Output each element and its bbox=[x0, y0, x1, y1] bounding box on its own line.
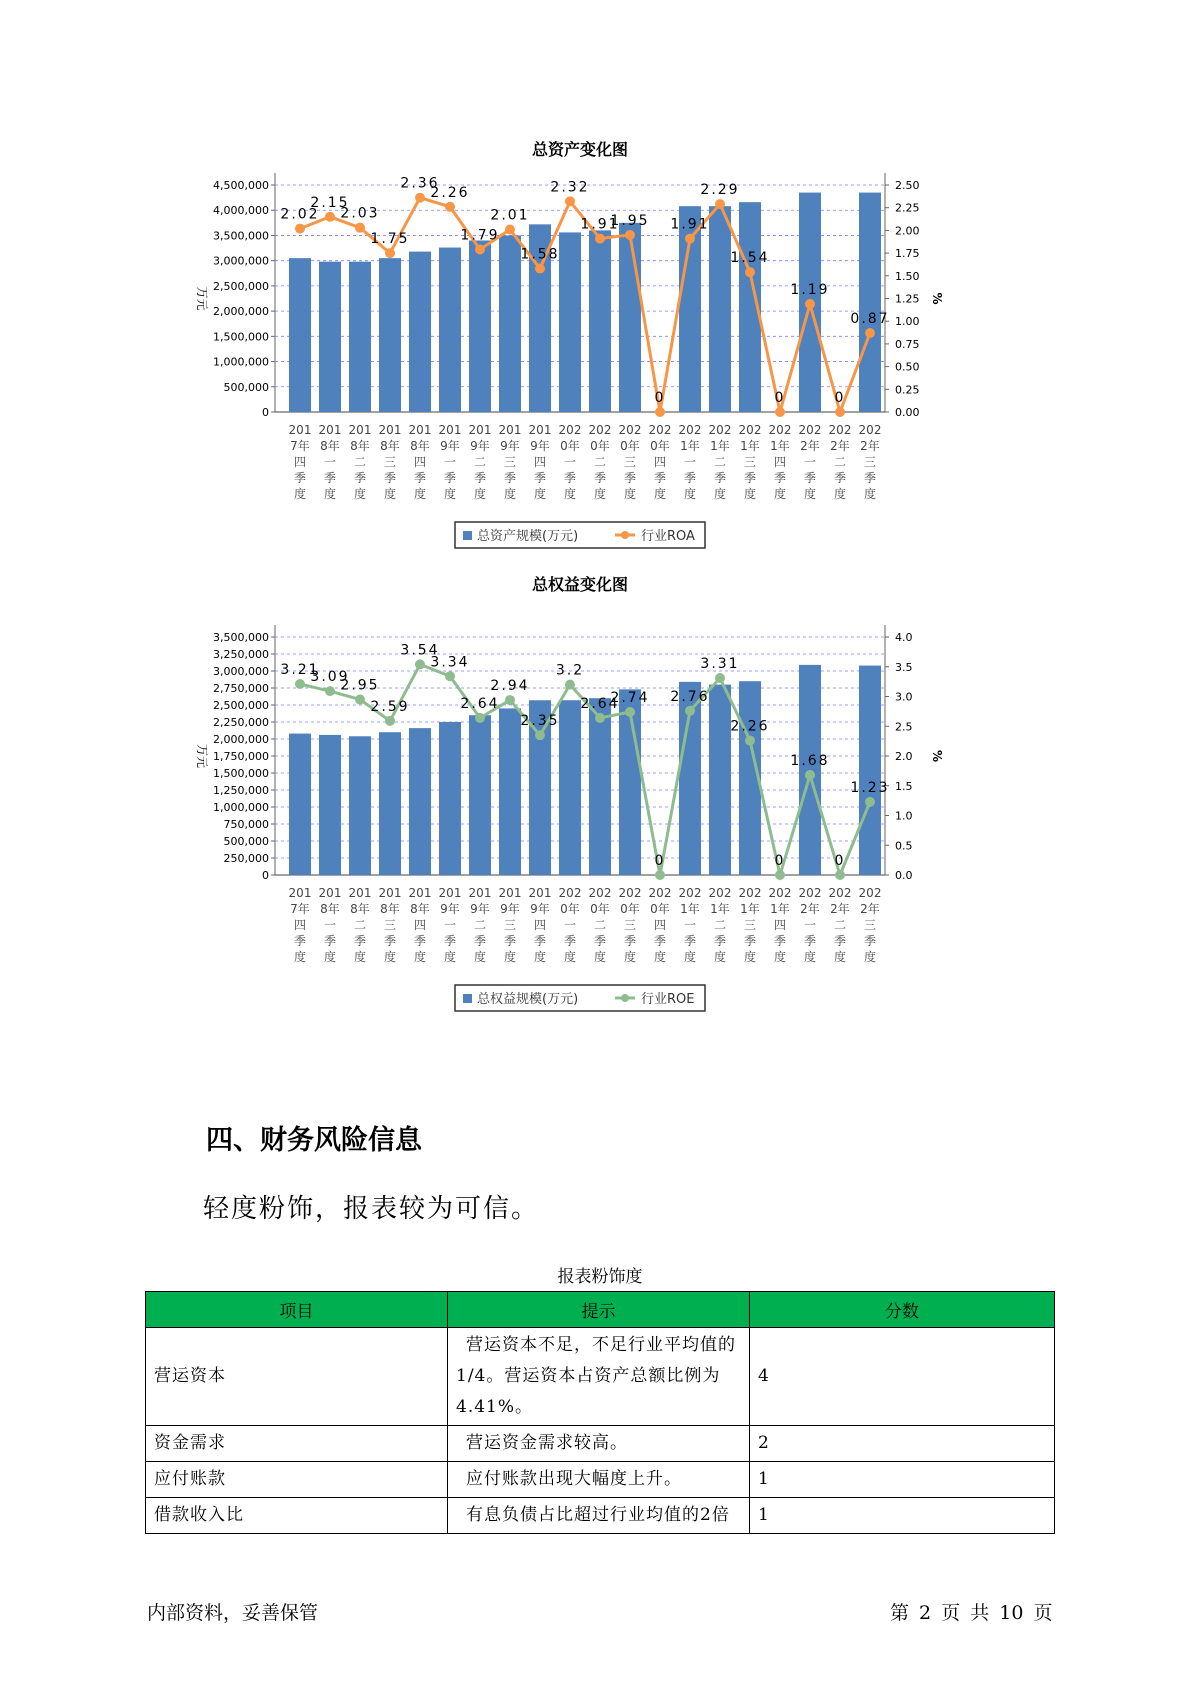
row-item: 营运资本 bbox=[146, 1328, 448, 1426]
data-label: 1.68 bbox=[790, 753, 830, 770]
data-label: 1.58 bbox=[520, 246, 560, 263]
y2-tick-label: 4.0 bbox=[895, 631, 913, 644]
y-tick-label: 2,750,000 bbox=[213, 682, 269, 695]
y-tick-label: 1,750,000 bbox=[213, 750, 269, 763]
y2-tick-label: 2.50 bbox=[895, 179, 920, 192]
data-label: 2.03 bbox=[340, 205, 380, 222]
x-tick-label: 201 8年二季度 bbox=[348, 886, 372, 964]
total-assets-chart bbox=[180, 135, 970, 595]
bar bbox=[379, 258, 401, 412]
line-point bbox=[805, 770, 815, 780]
line-point bbox=[595, 234, 605, 244]
x-tick-label: 201 8年三季度 bbox=[378, 886, 402, 964]
data-label: 1.23 bbox=[850, 779, 890, 796]
x-tick-label: 202 1年二季度 bbox=[708, 886, 732, 964]
bar bbox=[349, 262, 371, 412]
y2-tick-label: 0.25 bbox=[895, 383, 920, 397]
x-tick-label: 201 7年四季度 bbox=[288, 423, 312, 501]
data-label: 3.2 bbox=[555, 662, 585, 679]
bar bbox=[289, 258, 311, 412]
x-tick-label: 202 1年三季度 bbox=[738, 886, 762, 964]
data-label: 2.26 bbox=[730, 718, 770, 735]
y-tick-label: 2,000,000 bbox=[213, 305, 269, 319]
data-label: 2.64 bbox=[580, 695, 620, 712]
data-label: 2.26 bbox=[430, 184, 470, 201]
bar bbox=[859, 666, 881, 875]
x-tick-label: 202 1年一季度 bbox=[678, 423, 702, 501]
x-tick-label: 201 9年一季度 bbox=[438, 423, 462, 501]
x-tick-label: 202 1年三季度 bbox=[738, 423, 762, 501]
legend-line-swatch bbox=[621, 531, 629, 539]
x-tick-label: 201 9年二季度 bbox=[468, 423, 492, 501]
bar bbox=[379, 732, 401, 875]
line-point bbox=[865, 328, 875, 338]
x-tick-label: 202 2年一季度 bbox=[798, 423, 822, 501]
legend-label: 总权益规模(万元) bbox=[477, 992, 579, 1007]
x-tick-label: 201 8年二季度 bbox=[348, 423, 372, 501]
y-tick-label: 1,000,000 bbox=[213, 801, 269, 814]
bar bbox=[469, 715, 491, 875]
data-label: 2.15 bbox=[310, 194, 350, 211]
header-item: 项目 bbox=[146, 1292, 448, 1328]
x-tick-label: 202 2年二季度 bbox=[828, 423, 852, 501]
line-point bbox=[685, 706, 695, 716]
x-tick-label: 201 9年二季度 bbox=[468, 886, 492, 964]
y2-tick-label: 0.50 bbox=[895, 360, 920, 374]
data-label: 2.95 bbox=[340, 677, 380, 694]
y2-tick-label: 2.00 bbox=[895, 224, 920, 238]
table-row bbox=[146, 1462, 1055, 1498]
section-heading: 四、财务风险信息 bbox=[206, 1125, 422, 1156]
x-tick-label: 201 8年一季度 bbox=[318, 423, 342, 501]
y-tick-label: 1,500,000 bbox=[213, 330, 269, 344]
y2-tick-label: 2.0 bbox=[895, 750, 913, 763]
data-label: 0 bbox=[774, 853, 786, 869]
x-tick-label: 202 2年三季度 bbox=[858, 423, 882, 501]
row-score: 1 bbox=[750, 1462, 1055, 1498]
y2-tick-label: 1.0 bbox=[895, 809, 913, 823]
y2-tick-label: 3.0 bbox=[895, 690, 913, 704]
x-tick-label: 202 1年一季度 bbox=[678, 886, 702, 964]
y2-tick-label: 0.5 bbox=[895, 839, 913, 853]
line-point bbox=[445, 671, 455, 681]
y2-tick-label: 0.0 bbox=[895, 869, 913, 882]
data-label: 2.74 bbox=[610, 689, 650, 706]
y2-tick-label: 1.50 bbox=[895, 269, 920, 283]
y-axis-label: 万元 bbox=[195, 286, 209, 311]
table-row bbox=[146, 1328, 1055, 1426]
row-hint: 营运资金需求较高。 bbox=[448, 1426, 750, 1462]
y-tick-label: 2,250,000 bbox=[213, 716, 269, 729]
legend-label: 行业ROA bbox=[641, 529, 695, 544]
bar bbox=[439, 722, 461, 875]
x-tick-label: 202 1年四季度 bbox=[768, 886, 792, 964]
row-hint: 营运资本不足，不足行业平均值的1/4。营运资本占资产总额比例为4.41%。 bbox=[448, 1328, 750, 1426]
data-label: 2.01 bbox=[490, 207, 530, 224]
data-label: 2.32 bbox=[550, 179, 590, 196]
x-tick-label: 202 0年一季度 bbox=[558, 423, 582, 501]
bar bbox=[409, 728, 431, 875]
y-tick-label: 3,500,000 bbox=[213, 631, 269, 644]
footer-page-number: 第 2 页 共 10 页 bbox=[890, 1602, 1053, 1624]
footer-confidential: 内部资料，妥善保管 bbox=[147, 1602, 319, 1624]
x-tick-label: 201 7年四季度 bbox=[288, 886, 312, 964]
line-point bbox=[385, 248, 395, 258]
x-tick-label: 201 9年四季度 bbox=[528, 423, 552, 501]
y-tick-label: 250,000 bbox=[223, 852, 269, 865]
data-label: 1.75 bbox=[370, 231, 410, 248]
total-equity-chart bbox=[180, 575, 970, 1060]
bar bbox=[559, 700, 581, 875]
table-header-row bbox=[146, 1292, 1055, 1328]
x-tick-label: 202 0年二季度 bbox=[588, 886, 612, 964]
line-point bbox=[445, 202, 455, 212]
x-tick-label: 202 0年三季度 bbox=[618, 423, 642, 501]
chart-title: 总权益变化图 bbox=[531, 575, 629, 594]
bar bbox=[319, 262, 341, 412]
data-label: 3.31 bbox=[700, 656, 740, 673]
data-label: 1.19 bbox=[790, 281, 830, 298]
line-point bbox=[535, 730, 545, 740]
y2-tick-label: 1.75 bbox=[895, 247, 920, 261]
data-label: 1.95 bbox=[610, 212, 650, 229]
line-point bbox=[685, 234, 695, 244]
legend-label: 行业ROE bbox=[641, 992, 695, 1007]
y2-tick-label: 0.00 bbox=[895, 406, 920, 419]
line-point bbox=[835, 407, 845, 417]
bar bbox=[859, 193, 881, 412]
line-point bbox=[415, 659, 425, 669]
y-tick-label: 3,500,000 bbox=[213, 229, 269, 243]
legend-line-swatch bbox=[621, 994, 629, 1002]
x-tick-label: 201 8年三季度 bbox=[378, 423, 402, 501]
data-label: 3.54 bbox=[400, 642, 440, 659]
data-label: 0 bbox=[774, 390, 786, 406]
line-point bbox=[835, 870, 845, 880]
y-tick-label: 0 bbox=[262, 406, 269, 419]
row-score: 1 bbox=[750, 1498, 1055, 1534]
header-hint: 提示 bbox=[448, 1292, 750, 1328]
y-tick-label: 3,000,000 bbox=[213, 254, 269, 268]
x-tick-label: 202 2年一季度 bbox=[798, 886, 822, 964]
row-score: 2 bbox=[750, 1426, 1055, 1462]
line-point bbox=[505, 224, 515, 234]
y2-tick-label: 1.00 bbox=[895, 315, 920, 329]
y-tick-label: 500,000 bbox=[223, 835, 269, 848]
y-tick-label: 1,500,000 bbox=[213, 767, 269, 780]
section-summary: 轻度粉饰，报表较为可信。 bbox=[203, 1194, 540, 1224]
y2-tick-label: 2.25 bbox=[895, 201, 920, 215]
line-point bbox=[475, 713, 485, 723]
data-label: 2.35 bbox=[520, 713, 560, 730]
y-tick-label: 3,250,000 bbox=[213, 648, 269, 661]
data-label: 1.54 bbox=[730, 250, 770, 267]
data-label: 0 bbox=[834, 390, 846, 406]
line-point bbox=[505, 695, 515, 705]
line-point bbox=[745, 736, 755, 746]
line-point bbox=[415, 193, 425, 203]
line-point bbox=[565, 680, 575, 690]
line-point bbox=[565, 196, 575, 206]
data-label: 3.21 bbox=[280, 662, 320, 679]
y-axis-label: 万元 bbox=[195, 743, 209, 769]
bar bbox=[709, 685, 731, 875]
y-tick-label: 500,000 bbox=[223, 380, 269, 394]
line-point bbox=[535, 264, 545, 274]
x-tick-label: 201 9年三季度 bbox=[498, 423, 522, 501]
line-point bbox=[385, 716, 395, 726]
line-point bbox=[805, 299, 815, 309]
y-tick-label: 1,000,000 bbox=[213, 355, 269, 369]
bar bbox=[289, 734, 311, 875]
row-item: 借款收入比 bbox=[146, 1498, 448, 1534]
line-point bbox=[745, 267, 755, 277]
line-point bbox=[625, 707, 635, 717]
line-point bbox=[595, 713, 605, 723]
data-label: 2.94 bbox=[490, 678, 530, 695]
bar bbox=[409, 252, 431, 412]
y-tick-label: 1,250,000 bbox=[213, 784, 269, 797]
line-point bbox=[295, 679, 305, 689]
header-score: 分数 bbox=[750, 1292, 1055, 1328]
bar bbox=[319, 735, 341, 875]
row-hint: 有息负债占比超过行业均值的2倍 bbox=[448, 1498, 750, 1534]
table-caption: 报表粉饰度 bbox=[557, 1267, 643, 1287]
x-tick-label: 202 1年四季度 bbox=[768, 423, 792, 501]
x-tick-label: 201 8年四季度 bbox=[408, 886, 432, 964]
y-tick-label: 3,000,000 bbox=[213, 665, 269, 678]
y2-tick-label: 0.75 bbox=[895, 337, 920, 351]
y2-axis-label: % bbox=[930, 292, 944, 305]
data-label: 2.64 bbox=[460, 695, 500, 712]
chart-title: 总资产变化图 bbox=[531, 140, 629, 159]
x-tick-label: 202 0年三季度 bbox=[618, 886, 642, 964]
table-row bbox=[146, 1426, 1055, 1462]
risk-table bbox=[145, 1291, 1055, 1534]
chart-svg bbox=[180, 575, 970, 1040]
x-tick-label: 202 2年三季度 bbox=[858, 886, 882, 964]
data-label: 2.02 bbox=[280, 206, 320, 223]
y-tick-label: 0 bbox=[262, 869, 269, 882]
line-point bbox=[325, 686, 335, 696]
data-label: 0 bbox=[654, 853, 666, 869]
y-tick-label: 2,500,000 bbox=[213, 699, 269, 712]
y2-axis-label: % bbox=[930, 749, 944, 763]
line-point bbox=[715, 673, 725, 683]
bar bbox=[439, 248, 461, 412]
line-point bbox=[715, 199, 725, 209]
x-tick-label: 202 0年四季度 bbox=[648, 423, 672, 501]
data-label: 1.79 bbox=[460, 227, 500, 244]
legend-label: 总资产规模(万元) bbox=[477, 529, 579, 544]
line-point bbox=[355, 223, 365, 233]
x-tick-label: 201 8年四季度 bbox=[408, 423, 432, 501]
y-tick-label: 2,000,000 bbox=[213, 733, 269, 746]
data-label: 3.09 bbox=[310, 669, 350, 686]
x-tick-label: 201 9年三季度 bbox=[498, 886, 522, 964]
row-hint: 应付账款出现大幅度上升。 bbox=[448, 1462, 750, 1498]
data-label: 2.29 bbox=[700, 182, 740, 199]
line-point bbox=[655, 407, 665, 417]
data-label: 1.91 bbox=[580, 216, 620, 233]
data-label: 2.76 bbox=[670, 688, 710, 705]
data-label: 2.36 bbox=[400, 175, 440, 192]
line-point bbox=[355, 694, 365, 704]
line-point bbox=[865, 797, 875, 807]
bar bbox=[499, 235, 521, 412]
bar bbox=[499, 708, 521, 875]
x-tick-label: 201 9年一季度 bbox=[438, 886, 462, 964]
y2-tick-label: 1.25 bbox=[895, 292, 920, 306]
y2-tick-label: 2.5 bbox=[895, 720, 913, 734]
x-tick-label: 202 0年二季度 bbox=[588, 423, 612, 501]
x-tick-label: 202 0年四季度 bbox=[648, 886, 672, 964]
bar bbox=[589, 698, 611, 875]
y-tick-label: 4,500,000 bbox=[213, 179, 269, 192]
y2-tick-label: 3.5 bbox=[895, 660, 913, 674]
line-point bbox=[775, 407, 785, 417]
x-tick-label: 201 9年四季度 bbox=[528, 886, 552, 964]
data-label: 0.87 bbox=[850, 311, 890, 328]
bar bbox=[559, 232, 581, 412]
bar bbox=[619, 223, 641, 412]
y-tick-label: 750,000 bbox=[223, 818, 269, 831]
table-row bbox=[146, 1498, 1055, 1534]
row-item: 资金需求 bbox=[146, 1426, 448, 1462]
bar bbox=[709, 206, 731, 412]
y-tick-label: 4,000,000 bbox=[213, 204, 269, 218]
x-tick-label: 201 8年一季度 bbox=[318, 886, 342, 964]
row-score: 4 bbox=[750, 1328, 1055, 1426]
data-label: 1.91 bbox=[670, 216, 710, 233]
data-label: 0 bbox=[654, 390, 666, 406]
x-tick-label: 202 0年一季度 bbox=[558, 886, 582, 964]
x-tick-label: 202 1年二季度 bbox=[708, 423, 732, 501]
legend-bar-swatch bbox=[463, 994, 472, 1003]
y-tick-label: 2,500,000 bbox=[213, 279, 269, 293]
bar bbox=[589, 230, 611, 412]
line-point bbox=[775, 870, 785, 880]
data-label: 0 bbox=[834, 853, 846, 869]
data-label: 3.34 bbox=[430, 654, 470, 671]
y2-tick-label: 1.5 bbox=[895, 779, 913, 793]
line-point bbox=[655, 870, 665, 880]
row-item: 应付账款 bbox=[146, 1462, 448, 1498]
bar bbox=[469, 240, 491, 412]
legend-bar-swatch bbox=[463, 531, 472, 540]
data-label: 2.59 bbox=[370, 698, 410, 715]
bar bbox=[349, 736, 371, 875]
x-tick-label: 202 2年二季度 bbox=[828, 886, 852, 964]
line-point bbox=[295, 224, 305, 234]
chart-svg bbox=[180, 135, 970, 595]
line-point bbox=[475, 244, 485, 254]
line-point bbox=[625, 230, 635, 240]
line-point bbox=[325, 212, 335, 222]
